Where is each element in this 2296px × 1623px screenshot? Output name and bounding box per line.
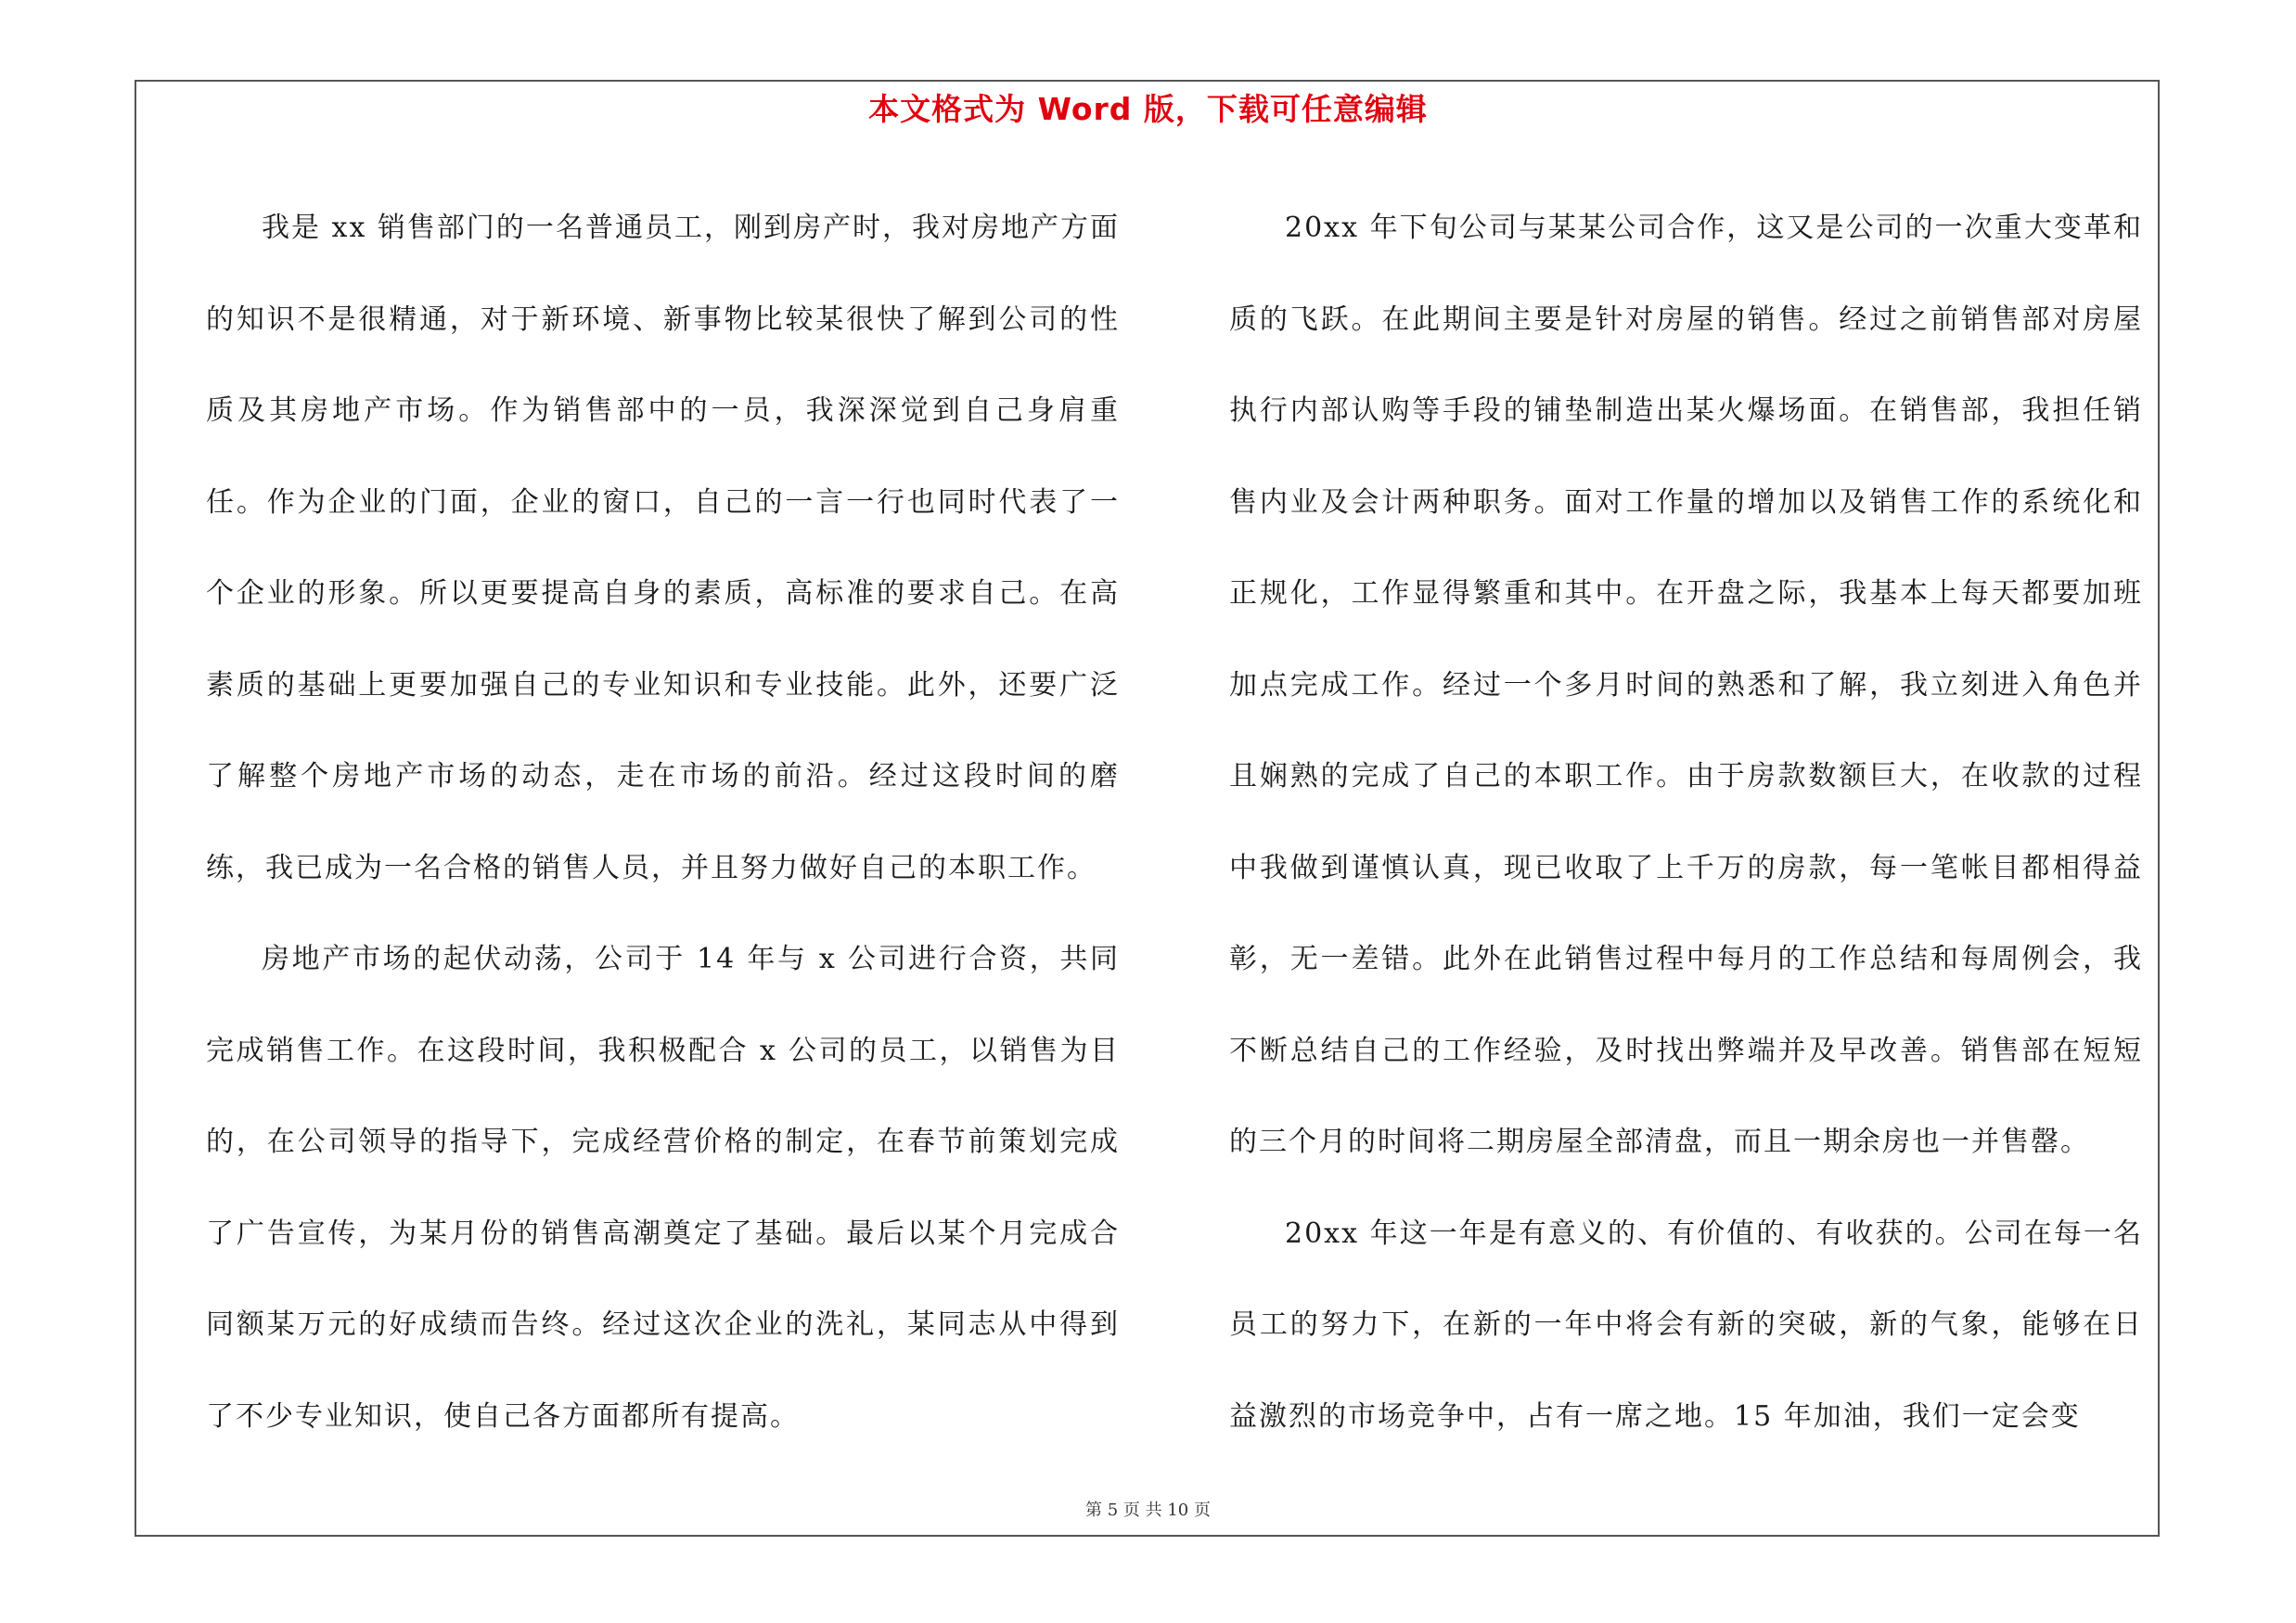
paragraph: 我是 xx 销售部门的一名普通员工，刚到房产时，我对房地产方面的知识不是很精通，对于新环境、新事物比较某很快了解到公司的性质及其房地产市场。作为销售部中的一员，我深深觉到自己身肩重任。作为企业的门面，企业的窗口，自己的一言一行也同时代表了一个企业的形象。所以更要提高自身的素质，高标准的要求自己。在高素质的基础上更要加强自己的专业知识和专业技能。此外，还要广泛了解整个房地产市场的动态，走在市场的前沿。经过这段时间的磨练，我已成为一名合格的销售人员，并且努力做好自己的本职工作。 <box>206 212 1120 884</box>
paragraph: 20xx 年下旬公司与某某公司合作，这又是公司的一次重大变革和质的飞跃。在此期间主要是针对房屋的销售。经过之前销售部对房屋执行内部认购等手段的铺垫制造出某火爆场面。在销售部，我担任销售内业及会计两种职务。面对工作量的增加以及销售工作的系统化和正规化，工作显得繁重和其中。在开盘之际，我基本上每天都要加班加点完成工作。经过一个多月时间的熟悉和了解，我立刻进入角色并且娴熟的完成了自己的本职工作。由于房款数额巨大，在收款的过程中我做到谨慎认真，现已收取了上千万的房款，每一笔帐目都相得益彰，无一差错。此外在此销售过程中每月的工作总结和每周例会，我不断总结自己的工作经验，及时找出弊端并及早改善。销售部在短短的三个月的时间将二期房屋全部清盘，而且一期余房也一并售罄。 <box>1229 212 2143 1158</box>
paragraph: 房地产市场的起伏动荡，公司于 14 年与 x 公司进行合资，共同完成销售工作。在这段时间，我积极配合 x 公司的员工，以销售为目的，在公司领导的指导下，完成经营价格的制定，在春节前策划完成了广告宣传，为某月份的销售高潮奠定了基础。最后以某个月完成合同额某万元的好成绩而告终。经过这次企业的洗礼，某同志从中得到了不少专业知识，使自己各方面都所有提高。 <box>206 943 1120 1433</box>
right-column <box>1229 183 2143 1462</box>
paragraph: 20xx 年这一年是有意义的、有价值的、有收获的。公司在每一名员工的努力下，在新的一年中将会有新的突破，新的气象，能够在日益激烈的市场竞争中，占有一席之地。15 年加油，我们一定会变 <box>1229 1217 2143 1433</box>
left-column <box>206 183 1120 1462</box>
format-banner: 本文格式为 Word 版，下载可任意编辑 <box>868 91 1428 127</box>
page-number-footer: 第 5 页 共 10 页 <box>1085 1501 1211 1520</box>
